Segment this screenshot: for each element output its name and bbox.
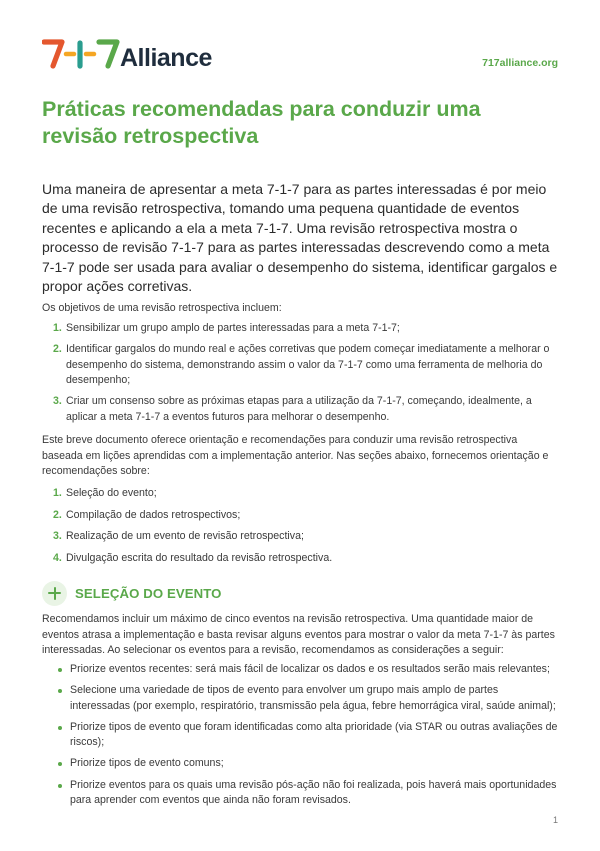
list-item: Priorize tipos de evento comuns; xyxy=(42,756,558,772)
list-item: 1. Seleção do evento; xyxy=(53,487,157,499)
page-header xyxy=(42,38,558,72)
list-item: Priorize eventos para os quais uma revisão pós-ação não foi realizada, pois haverá mais oportunidades para aprender com eventos que ainda não foram revisados. xyxy=(42,778,558,809)
logo-graphic xyxy=(42,38,216,72)
svg-text:Alliance: Alliance xyxy=(120,44,212,72)
section-intro: Recomendamos incluir um máximo de cinco eventos na revisão retrospectiva. Uma quantidade maior de eventos atrasa a implementação e basta revisar alguns eventos para mostrar o valor da meta 7-1-7 às partes interessadas. Ao selecionar os eventos para a revisão, recomendamos as considerações a seguir: xyxy=(42,613,555,657)
page-number: 1 xyxy=(552,815,558,825)
topics-list xyxy=(42,486,558,572)
list-item: Priorize tipos de evento que foram identificadas como alta prioridade (via STAR ou outras avaliações de riscos); xyxy=(42,720,558,751)
section-title: SELEÇÃO DO EVENTO xyxy=(75,585,222,601)
considerations-list xyxy=(42,662,558,814)
list-item: 2. Compilação de dados retrospectivos; xyxy=(53,508,241,521)
list-item: 2. Identificar gargalos do mundo real e ações corretivas que podem começar imediatamente a melhorar o desempenho do sistema, demonstrando assim o valor da 7-1-7 como uma ferramenta de melhoria do desempenho; xyxy=(53,343,550,387)
lead-paragraph: Uma maneira de apresentar a meta 7-1-7 para as partes interessadas é por meio de uma revisão retrospectiva, tomando uma pequena quantidade de eventos recentes e aplicando a ela a meta 7-1-7. Uma revisão retrospectiva mostra o processo de revisão 7-1-7 para as partes interessadas descrevendo como a meta 7-1-7 pode ser usada para avaliar o desempenho do sistema, identificar gargalos e propor ações corretivas. xyxy=(42,181,558,295)
page-title: Práticas recomendadas para conduzir uma revisão retrospectiva xyxy=(42,97,481,148)
list-item: Selecione uma variedade de tipos de evento para envolver um grupo mais amplo de partes interessadas (por exemplo, respiratório, transmissão pela água, febre hemorrágica viral, saúde animal); xyxy=(42,683,558,714)
objectives-list xyxy=(42,321,558,431)
plus-icon xyxy=(42,581,67,606)
list-item: 3. Realização de um evento de revisão retrospectiva; xyxy=(53,530,304,543)
list-item: 1. Sensibilizar um grupo amplo de partes interessadas para a meta 7-1-7; xyxy=(53,322,400,334)
site-url[interactable]: 717alliance.org xyxy=(482,57,558,69)
list-item: Priorize eventos recentes: será mais fácil de localizar os dados e os resultados serão mais relevantes; xyxy=(42,662,558,678)
list-item: 4. Divulgação escrita do resultado da revisão retrospectiva. xyxy=(53,551,333,564)
guidance-intro: Este breve documento oferece orientação e recomendações para conduzir uma revisão retrospectiva baseada em lições aprendidas com a implementação anterior. Nas seções abaixo, fornecemos orientação e recomendações sobre: xyxy=(42,434,549,478)
section-heading xyxy=(42,580,222,606)
list-item: 3. Criar um consenso sobre as próximas etapas para a utilização da 7-1-7, começando, idealmente, a aplicar a meta 7-1-7 a eventos futuros para melhorar o desempenho. xyxy=(53,395,532,423)
objectives-intro: Os objetivos de uma revisão retrospectiva incluem: xyxy=(42,302,282,314)
alliance-logo xyxy=(42,38,216,72)
